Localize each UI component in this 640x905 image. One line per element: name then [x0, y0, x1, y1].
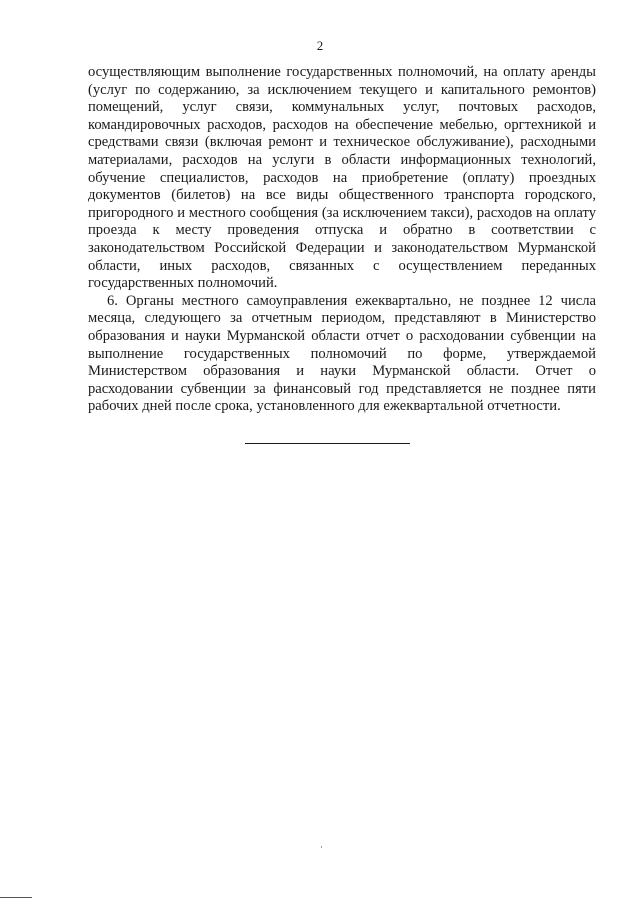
closing-rule — [245, 443, 410, 444]
document-body — [88, 64, 596, 416]
scan-speck — [321, 846, 322, 848]
paragraph-continuation: осуществляющим выполнение государственных полномочий, на оплату аренды (услуг по содержанию, за исключением текущего и капитального ремонтов) помещений, услуг связи, коммунальных услуг, почтовых расходов, командировочных расходов, расходов на обеспечение мебелью, оргтехникой и средствами связи (включая ремонт и техническое обслуживание), расходными материалами, расходов на услуги в области информационных технологий, обучение специалистов, расходов на приобретение (оплату) проездных документов (билетов) на все виды общественного транспорта городского, пригородного и местного сообщения (за исключением такси), расходов на оплату проезда к месту проведения отпуска и обратно в соответствии с законодательством Российской Федерации и законодательством Мурманской области, иных расходов, связанных с осуществлением переданных государственных полномочий. — [88, 64, 596, 292]
paragraph-item-6: 6. Органы местного самоуправления ежеквартально, не позднее 12 числа месяца, следующего за отчетным периодом, представляют в Министерство образования и науки Мурманской области отчет о расходовании субвенции на выполнение государственных полномочий по форме, утверждаемой Министерством образования и науки Мурманской области. Отчет о расходовании субвенции за финансовый год представляется не позднее пяти рабочих дней после срока, установленного для ежеквартальной отчетности. — [88, 292, 596, 415]
scan-corner-rule — [0, 897, 32, 898]
page-number: 2 — [316, 38, 324, 53]
